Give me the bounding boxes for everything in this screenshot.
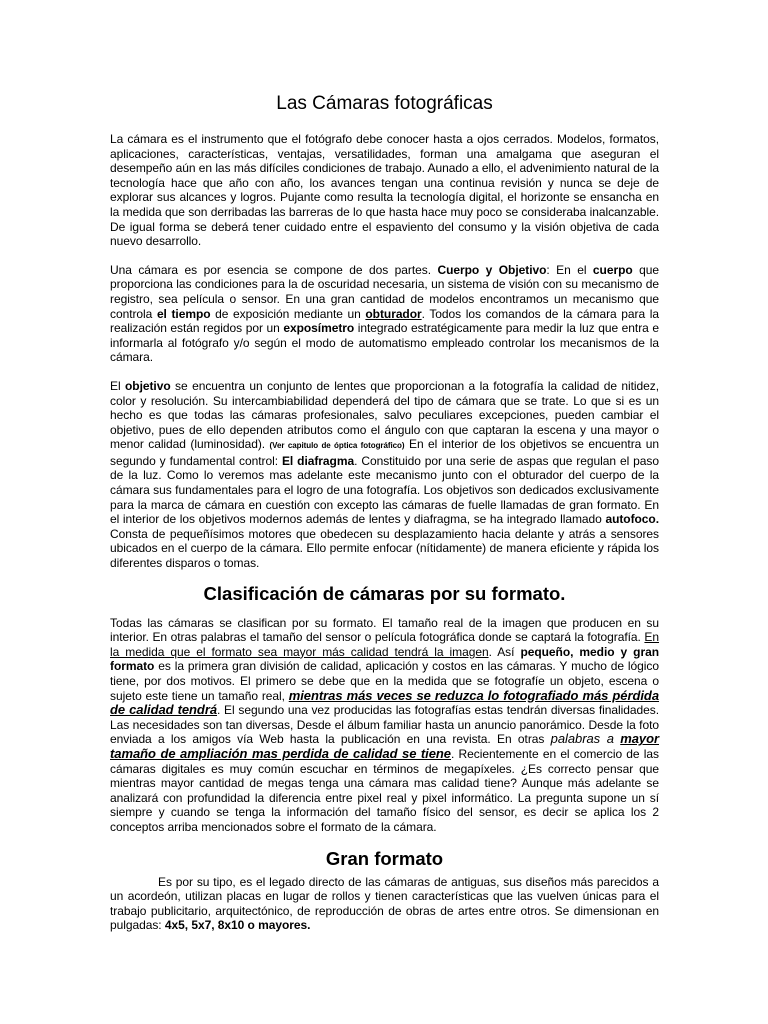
emphasis-phrase-perdida: mientras más veces se reduzca lo fotografiado más pérdida de calidad tendrá — [110, 687, 660, 718]
bold-term-diafragma: El diafragma — [281, 453, 355, 468]
text-run: de exposición mediante un — [210, 306, 366, 321]
section-heading-clasificacion: Clasificación de cámaras por su formato. — [203, 582, 566, 604]
text-run: . Todos los comandos de la cámara para la realización están regidos por un — [110, 306, 659, 336]
text-run: es la primera gran división de calidad, aplicación y costos en las cámaras. Y mucho de lógico tiene, por dos motivos. El primero se debe que en la medida que se fotografíe un objeto, escena o sujeto este tiene un tamaño real, — [110, 659, 659, 703]
text-run: Una cámara es por esencia se compone de dos partes. — [110, 262, 438, 277]
bold-term-formatos: pequeño, medio y gran formato — [110, 644, 659, 674]
text-run: En el interior de los objetivos se encuentra un segundo y fundamental control: — [110, 437, 659, 468]
text-run: Todas las cámaras se clasifican por su formato. El tamaño real de la imagen que producen en su interior. En otras palabras el tamaño del sensor o película fotográfica donde se captará la fotografía. — [110, 615, 659, 645]
text-run: que proporciona las condiciones para la de oscuridad necesaria, un sistema de visión con su mecanismo de registro, sea película o sensor. En una gran cantidad de modelos encontramos un mecanismo que controla — [110, 262, 659, 321]
text-run: . Así — [488, 644, 521, 659]
bold-term-cuerpo-objetivo: Cuerpo y Objetivo — [437, 262, 547, 277]
bold-term-dimensiones: 4x5, 5x7, 8x10 o mayores. — [164, 918, 311, 933]
text-run: integrado estratégicamente para medir la luz que entra e informarla al fotógrafo y/o según el modo de automatismo empleado controlar los mecanismos de la cámara. — [110, 321, 659, 365]
document-title: Las Cámaras fotográficas — [276, 93, 493, 114]
bold-term-cuerpo: cuerpo — [592, 262, 633, 277]
text-run: . Recientemente en el comercio de las cámaras digitales es muy común escuchar en términos de megapíxeles. ¿Es correcto pensar que mientras mayor cantidad de megas tenga una cámara mas calidad tiene? Aunque más adelante se analizará con profundidad la diferencia entre pixel real y pixel informático. La pregunta supone un sí siempre y cuando se tenga la información del tamaño físico del sensor, es decir se aplica los 2 conceptos arriba mencionados sobre el formato de la cámara. — [110, 746, 659, 834]
underlined-phrase: En la medida que el formato sea mayor más calidad tendrá la imagen — [110, 630, 659, 659]
paragraph-camera-parts — [110, 263, 659, 365]
document-body — [110, 92, 659, 933]
text-run: El — [110, 378, 126, 393]
bold-term-autofoco: autofoco. — [605, 512, 659, 527]
bold-term-tiempo: el tiempo — [156, 306, 211, 321]
emphasis-phrase-ampliacion: mayor tamaño de ampliación mas perdida de calidad se tiene — [110, 731, 659, 761]
bold-term-objetivo: objetivo — [125, 378, 171, 393]
cross-reference-note: (Ver capitulo de óptica fotográfico) — [269, 441, 405, 451]
text-run: Es por su tipo, es el legado directo de las cámaras de antiguas, sus diseños más parecidos a un acordeón, utilizan placas en lugar de rollos y tienen características que las vuelven únicas para el trabajo publicitario, arquitectónico, de reproducción de obras de artes entre otros. Se dimensionan en pulgadas: — [110, 874, 659, 933]
paragraph-intro: La cámara es el instrumento que el fotógrafo debe conocer hasta a ojos cerrados. Modelos, formatos, aplicaciones, características, ventajas, versatilidades, forman una amalgama que aseguran el desempeño aún en las más difíciles condiciones de trabajo. Aunado a ello, el advenimiento natural de la tecnología hace que año con año, los avances tengan una continua revisión y nunca se deje de explorar sus alcances y logros. Pujante como resulta la tecnología digital, el horizonte se ensancha en la medida que son derribadas las barreras de lo que hasta hace muy poco se consideraba inalcanzable. De igual forma se deberá tener cuidado entre el espaviento del consumo y la visión objetiva de cada nuevo desarrollo. — [110, 132, 659, 249]
paragraph-objetivo — [110, 379, 659, 571]
text-run: : En el — [546, 262, 593, 277]
text-run: . El segundo una vez producidas las fotografías estas tendrán diversas finalidades. Las necesidades son tan diversas, Desde el álbum familiar hasta un anuncio panorámico. Desde la foto enviada a los amigos vía Web hasta la publicación en una revista. En otras — [110, 703, 659, 747]
bold-underline-term-obturador: obturador — [365, 306, 422, 321]
section-heading-gran-formato: Gran formato — [325, 847, 444, 869]
bold-term-exposimetro: exposímetro — [283, 321, 355, 336]
paragraph-formato — [110, 616, 659, 835]
text-run: Consta de pequeñísimos motores que obedecen su desplazamiento hacia delante y atrás a sensores ubicados en el cuerpo de la cámara. Ello permite enfocar (nítidamente) de manera eficiente y rápida los diferentes disparos o tomas. — [110, 526, 659, 571]
text-run: se encuentra un conjunto de lentes que proporcionan a la fotografía la calidad de nitidez, color y resolución. Su intercambiabilidad dependerá del tipo de cámara que se trate. Lo que si es un hecho es que todas las cámaras profesionales, salvo peculiares excepciones, pueden cambiar el objetivo, pues de ello dependen atributos como el ángulo con que captaran la escena y una mayor o menor calidad (luminosidad). — [110, 378, 659, 452]
paragraph-gran-formato — [110, 875, 659, 933]
italic-phrase: palabras a — [550, 731, 614, 747]
text-run: . Constituido por una serie de aspas que regulan el paso de la luz. Como lo veremos mas adelante este mecanismo junto con el obturador del cuerpo de la cámara sus fundamentales para el logro de una fotografía. Los objetivos son dedicados exclusivamente para la marca de cámara en cuestión con excepto las cámaras de fuelle llamadas de gran formato. En el interior de los objetivos modernos además de lentes y diafragma, se ha integrado llamado — [110, 453, 659, 527]
